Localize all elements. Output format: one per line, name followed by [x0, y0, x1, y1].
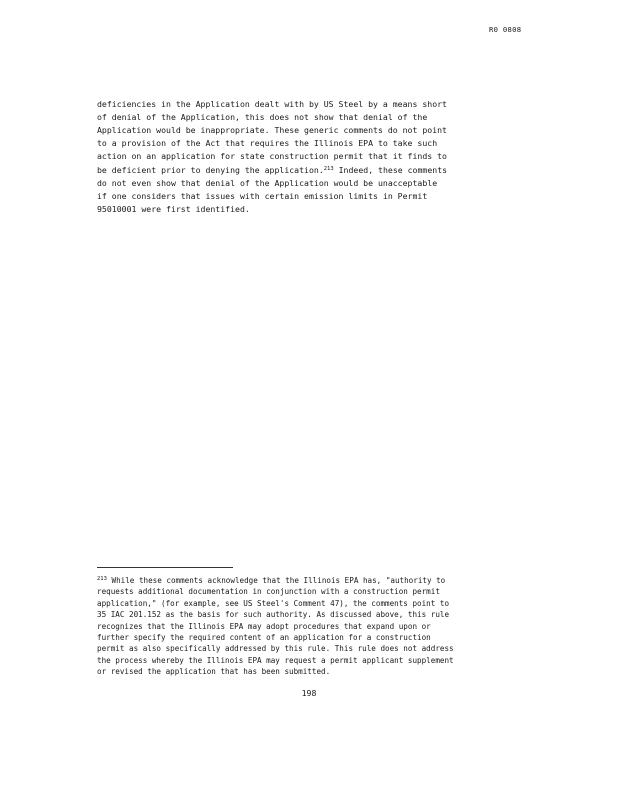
footnote-line: application," (for example, see US Steel's Comment 47), the comments point to — [97, 598, 450, 608]
footnote-line: the process whereby the Illinois EPA may request a permit applicant supplement — [97, 655, 454, 665]
footnote-line: requests additional documentation in conjunction with a construction permit — [97, 587, 440, 597]
footnote-line: further specify the required content of an application for a construction — [97, 633, 431, 643]
main-body-text — [97, 98, 547, 216]
footnote-reference-marker[interactable]: 213 — [323, 166, 334, 172]
body-line: of denial of the Application, this does not show that denial of the — [97, 112, 428, 122]
footnote-line: or revised the application that has been submitted. — [97, 667, 331, 677]
body-line: deficiencies in the Application dealt with by US Steel by a means short — [97, 99, 447, 109]
footnote-block — [97, 574, 547, 678]
body-line: 95010001 were first identified. — [97, 204, 250, 214]
body-line-text: be deficient prior to denying the application. — [97, 165, 324, 175]
body-line: do not even show that denial of the Application would be unacceptable — [97, 178, 438, 188]
body-line: action on an application for state construction permit that it finds to — [97, 151, 447, 161]
page-number: 198 — [301, 688, 317, 698]
body-line: Application would be inappropriate. These generic comments do not point — [97, 125, 447, 135]
footnote-line-text: While these comments acknowledge that the Illinois EPA has, "authority to — [106, 576, 446, 585]
footnote-separator-rule — [97, 567, 233, 568]
footnote-marker: 213 — [97, 576, 107, 582]
footnote-line: 35 IAC 201.152 as the basis for such authority. As discussed above, this rule — [97, 610, 450, 620]
footnote-line: permit as also specifically addressed by this rule. This rule does not address — [97, 644, 454, 654]
footnote-line-first — [97, 574, 547, 586]
footnote-line: recognizes that the Illinois EPA may adopt procedures that expand upon or — [97, 621, 431, 631]
body-line: to a provision of the Act that requires the Illinois EPA to take such — [97, 138, 438, 148]
body-line: if one considers that issues with certain emission limits in Permit — [97, 191, 428, 201]
body-line-with-footnote — [97, 163, 547, 177]
body-line-tail: Indeed, these comments — [333, 165, 448, 175]
page-header-docket: R0 0808 — [489, 25, 522, 34]
